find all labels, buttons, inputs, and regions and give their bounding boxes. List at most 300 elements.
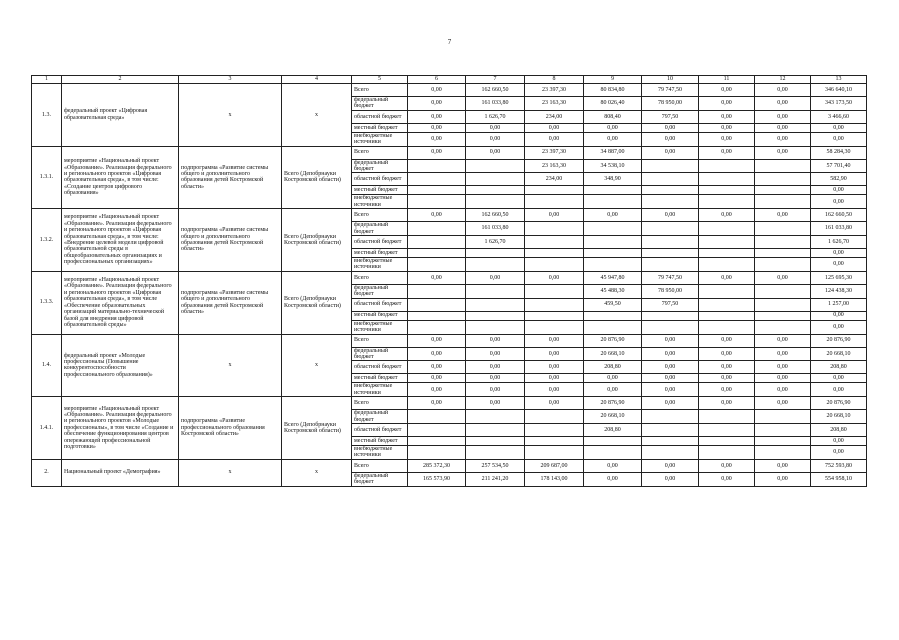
amount-cell (699, 159, 755, 173)
amount-cell (755, 284, 811, 298)
column-header: 12 (755, 76, 811, 84)
subprogram-cell: подпрограмма «Развитие системы общего и дополнительного образования детей Костромской области» (179, 209, 282, 272)
amount-cell: 0,00 (584, 132, 642, 146)
amount-cell (408, 311, 466, 320)
funding-source: Всего (352, 334, 408, 347)
amount-cell: 0,00 (811, 374, 867, 383)
funding-source: федеральный бюджет (352, 347, 408, 361)
amount-cell (525, 284, 584, 298)
amount-cell: 0,00 (408, 97, 466, 111)
subprogram-cell: подпрограмма «Развитие профессионального образования Костромской области» (179, 397, 282, 460)
amount-cell: 162 660,50 (466, 84, 525, 97)
item-description: федеральный проект «Молодые профессионалы (Повышение конкурентоспособности профессионального образования)» (62, 334, 179, 397)
amount-cell: 0,00 (466, 271, 525, 284)
subprogram-cell: х (179, 459, 282, 486)
column-header: 1 (32, 76, 62, 84)
amount-cell (525, 311, 584, 320)
amount-cell: 0,00 (466, 347, 525, 361)
amount-cell: 1 626,70 (811, 236, 867, 249)
funding-source: местный бюджет (352, 186, 408, 195)
amount-cell (525, 320, 584, 334)
amount-cell: 0,00 (642, 347, 699, 361)
amount-cell (466, 436, 525, 445)
table-row (32, 271, 867, 284)
amount-cell (699, 436, 755, 445)
amount-cell: 165 573,90 (408, 472, 466, 486)
amount-cell (584, 186, 642, 195)
amount-cell: 0,00 (525, 347, 584, 361)
amount-cell: 0,00 (642, 459, 699, 472)
amount-cell: 34 887,00 (584, 146, 642, 159)
amount-cell: 23 163,30 (525, 97, 584, 111)
amount-cell: 797,50 (642, 298, 699, 311)
amount-cell: 0,00 (755, 472, 811, 486)
amount-cell: 57 701,40 (811, 159, 867, 173)
amount-cell: 0,00 (408, 271, 466, 284)
amount-cell (584, 236, 642, 249)
header-row (32, 76, 867, 84)
column-header: 9 (584, 76, 642, 84)
amount-cell (466, 173, 525, 186)
column-header: 8 (525, 76, 584, 84)
amount-cell (642, 410, 699, 424)
amount-cell: 797,50 (642, 110, 699, 123)
amount-cell (584, 445, 642, 459)
amount-cell (584, 258, 642, 272)
amount-cell (699, 298, 755, 311)
amount-cell (755, 320, 811, 334)
amount-cell (642, 173, 699, 186)
amount-cell: 0,00 (755, 209, 811, 222)
amount-cell: 0,00 (466, 146, 525, 159)
amount-cell: 0,00 (642, 209, 699, 222)
amount-cell (408, 445, 466, 459)
amount-cell: 0,00 (755, 146, 811, 159)
amount-cell (755, 311, 811, 320)
amount-cell (408, 258, 466, 272)
amount-cell: 0,00 (811, 249, 867, 258)
amount-cell: 0,00 (466, 397, 525, 410)
funding-source: Всего (352, 397, 408, 410)
amount-cell (525, 236, 584, 249)
amount-cell (642, 423, 699, 436)
amount-cell: 162 660,50 (811, 209, 867, 222)
amount-cell (755, 249, 811, 258)
amount-cell: 208,80 (811, 361, 867, 374)
amount-cell (642, 159, 699, 173)
amount-cell: 0,00 (584, 459, 642, 472)
amount-cell: 23 163,30 (525, 159, 584, 173)
amount-cell: 0,00 (408, 334, 466, 347)
funding-source: Всего (352, 146, 408, 159)
amount-cell: 79 747,50 (642, 84, 699, 97)
amount-cell (584, 195, 642, 209)
amount-cell: 0,00 (408, 397, 466, 410)
amount-cell: 0,00 (755, 383, 811, 397)
amount-cell: 0,00 (811, 195, 867, 209)
amount-cell: 0,00 (699, 459, 755, 472)
amount-cell: 348,90 (584, 173, 642, 186)
amount-cell: 0,00 (466, 334, 525, 347)
funding-source: федеральный бюджет (352, 410, 408, 424)
column-header: 2 (62, 76, 179, 84)
amount-cell: 0,00 (525, 383, 584, 397)
amount-cell: 0,00 (811, 258, 867, 272)
amount-cell (642, 320, 699, 334)
amount-cell: 3 466,60 (811, 110, 867, 123)
item-description: мероприятие «Национальный проект «Образование». Реализация федерального и регионального проектов «Молодые профессионалы», в том числе «Создание и обеспечение функционирования центров опережающей профессиональной подготовки» (62, 397, 179, 460)
amount-cell: 0,00 (699, 97, 755, 111)
amount-cell (466, 284, 525, 298)
amount-cell (755, 186, 811, 195)
amount-cell: 0,00 (699, 146, 755, 159)
amount-cell: 0,00 (699, 383, 755, 397)
amount-cell: 20 668,10 (584, 410, 642, 424)
amount-cell: 0,00 (811, 186, 867, 195)
funding-source: местный бюджет (352, 123, 408, 132)
amount-cell (755, 222, 811, 236)
amount-cell (408, 186, 466, 195)
amount-cell: 0,00 (642, 334, 699, 347)
amount-cell: 0,00 (584, 472, 642, 486)
subprogram-cell: х (179, 334, 282, 397)
column-header: 13 (811, 76, 867, 84)
amount-cell (408, 410, 466, 424)
amount-cell: 0,00 (699, 271, 755, 284)
amount-cell: 161 033,80 (466, 222, 525, 236)
item-description: Национальный проект «Демография» (62, 459, 179, 486)
amount-cell: 0,00 (408, 132, 466, 146)
amount-cell: 343 173,50 (811, 97, 867, 111)
amount-cell (408, 195, 466, 209)
item-number: 1.4.1. (32, 397, 62, 460)
amount-cell: 20 668,10 (811, 347, 867, 361)
amount-cell: 0,00 (755, 374, 811, 383)
amount-cell: 45 488,30 (584, 284, 642, 298)
amount-cell: 0,00 (811, 383, 867, 397)
amount-cell: 125 695,30 (811, 271, 867, 284)
amount-cell: 209 687,00 (525, 459, 584, 472)
amount-cell (584, 436, 642, 445)
column-header: 3 (179, 76, 282, 84)
amount-cell (408, 236, 466, 249)
amount-cell (525, 195, 584, 209)
amount-cell: 20 668,10 (584, 347, 642, 361)
amount-cell (699, 258, 755, 272)
funding-source: внебюджетные источники (352, 383, 408, 397)
amount-cell: 0,00 (525, 397, 584, 410)
amount-cell: 0,00 (699, 132, 755, 146)
funding-source: федеральный бюджет (352, 284, 408, 298)
amount-cell: 0,00 (642, 374, 699, 383)
amount-cell (699, 284, 755, 298)
amount-cell: 0,00 (466, 383, 525, 397)
amount-cell: 80 026,40 (584, 97, 642, 111)
funding-source: областной бюджет (352, 173, 408, 186)
amount-cell (699, 445, 755, 459)
amount-cell (755, 159, 811, 173)
amount-cell: 161 033,80 (466, 97, 525, 111)
amount-cell (525, 258, 584, 272)
amount-cell (584, 222, 642, 236)
column-header: 10 (642, 76, 699, 84)
amount-cell (466, 159, 525, 173)
amount-cell (584, 320, 642, 334)
item-number: 1.3.3. (32, 271, 62, 334)
amount-cell (642, 236, 699, 249)
amount-cell (408, 423, 466, 436)
amount-cell (755, 236, 811, 249)
amount-cell: 0,00 (699, 397, 755, 410)
item-number: 1.3.1. (32, 146, 62, 209)
funding-source: федеральный бюджет (352, 472, 408, 486)
item-description: мероприятие «Национальный проект «Образование». Реализация федерального и регионального проектов «Цифровая образовательная среда», в том числе: «Внедрение целевой модели цифровой образовательной среды в общеобразовательных организациях и профессиональных организациях» (62, 209, 179, 272)
amount-cell: 0,00 (408, 361, 466, 374)
amount-cell: 211 241,20 (466, 472, 525, 486)
amount-cell (466, 186, 525, 195)
column-header: 5 (352, 76, 408, 84)
amount-cell: 0,00 (699, 334, 755, 347)
amount-cell: 234,00 (525, 110, 584, 123)
amount-cell (642, 311, 699, 320)
amount-cell: 0,00 (811, 123, 867, 132)
amount-cell (525, 410, 584, 424)
amount-cell: 0,00 (699, 374, 755, 383)
table-row (32, 397, 867, 410)
amount-cell: 0,00 (408, 146, 466, 159)
amount-cell: 346 640,10 (811, 84, 867, 97)
amount-cell (408, 222, 466, 236)
amount-cell (466, 258, 525, 272)
amount-cell: 752 593,80 (811, 459, 867, 472)
amount-cell: 0,00 (755, 123, 811, 132)
page-number: 7 (447, 38, 452, 46)
amount-cell: 582,90 (811, 173, 867, 186)
amount-cell: 208,80 (584, 361, 642, 374)
amount-cell: 0,00 (811, 445, 867, 459)
table-row (32, 84, 867, 97)
amount-cell (642, 258, 699, 272)
executor-cell: х (282, 334, 352, 397)
amount-cell: 234,00 (525, 173, 584, 186)
amount-cell: 124 438,30 (811, 284, 867, 298)
amount-cell: 0,00 (408, 347, 466, 361)
amount-cell: 0,00 (699, 472, 755, 486)
amount-cell: 20 668,10 (811, 410, 867, 424)
funding-source: внебюджетные источники (352, 258, 408, 272)
amount-cell (584, 249, 642, 258)
amount-cell (699, 236, 755, 249)
amount-cell (466, 298, 525, 311)
amount-cell: 1 257,00 (811, 298, 867, 311)
amount-cell (525, 186, 584, 195)
amount-cell: 0,00 (642, 397, 699, 410)
amount-cell: 0,00 (408, 374, 466, 383)
funding-source: федеральный бюджет (352, 222, 408, 236)
amount-cell: 0,00 (755, 84, 811, 97)
table-row (32, 334, 867, 347)
amount-cell (699, 311, 755, 320)
amount-cell (642, 436, 699, 445)
amount-cell: 1 626,70 (466, 236, 525, 249)
executor-cell: Всего (Депобрнауки Костромской области) (282, 271, 352, 334)
amount-cell (755, 258, 811, 272)
amount-cell (699, 186, 755, 195)
funding-source: местный бюджет (352, 374, 408, 383)
item-number: 1.4. (32, 334, 62, 397)
amount-cell (525, 249, 584, 258)
amount-cell (755, 195, 811, 209)
amount-cell: 0,00 (525, 132, 584, 146)
amount-cell: 0,00 (642, 361, 699, 374)
amount-cell (642, 249, 699, 258)
funding-source: областной бюджет (352, 236, 408, 249)
amount-cell: 0,00 (699, 347, 755, 361)
amount-cell: 58 284,30 (811, 146, 867, 159)
amount-cell: 0,00 (525, 374, 584, 383)
amount-cell: 0,00 (755, 347, 811, 361)
amount-cell: 162 660,50 (466, 209, 525, 222)
funding-source: внебюджетные источники (352, 195, 408, 209)
amount-cell: 45 947,80 (584, 271, 642, 284)
amount-cell (525, 298, 584, 311)
item-number: 1.3. (32, 84, 62, 147)
amount-cell: 0,00 (408, 209, 466, 222)
funding-source: федеральный бюджет (352, 159, 408, 173)
amount-cell: 0,00 (525, 361, 584, 374)
amount-cell: 0,00 (642, 383, 699, 397)
item-number: 2. (32, 459, 62, 486)
amount-cell: 208,80 (584, 423, 642, 436)
subprogram-cell: подпрограмма «Развитие системы общего и дополнительного образования детей Костромской области» (179, 271, 282, 334)
item-description: мероприятие «Национальный проект «Образование». Реализация федерального и регионального проектов «Цифровая образовательная среда», в том числе: «Создание центров цифрового образования» (62, 146, 179, 209)
funding-source: внебюджетные источники (352, 320, 408, 334)
column-header: 4 (282, 76, 352, 84)
funding-source: областной бюджет (352, 361, 408, 374)
amount-cell: 0,00 (699, 84, 755, 97)
amount-cell: 0,00 (755, 459, 811, 472)
amount-cell: 0,00 (811, 320, 867, 334)
amount-cell (699, 423, 755, 436)
amount-cell: 80 834,80 (584, 84, 642, 97)
funding-source: Всего (352, 209, 408, 222)
amount-cell (466, 249, 525, 258)
funding-source: местный бюджет (352, 311, 408, 320)
amount-cell: 0,00 (642, 123, 699, 132)
amount-cell (755, 436, 811, 445)
amount-cell (755, 423, 811, 436)
amount-cell (466, 445, 525, 459)
amount-cell: 0,00 (699, 123, 755, 132)
amount-cell: 0,00 (642, 472, 699, 486)
amount-cell (466, 423, 525, 436)
amount-cell: 554 958,10 (811, 472, 867, 486)
amount-cell (408, 284, 466, 298)
amount-cell (755, 298, 811, 311)
amount-cell: 0,00 (525, 123, 584, 132)
funding-source: областной бюджет (352, 110, 408, 123)
amount-cell: 0,00 (466, 374, 525, 383)
amount-cell: 0,00 (755, 397, 811, 410)
amount-cell: 0,00 (466, 132, 525, 146)
amount-cell: 78 950,00 (642, 284, 699, 298)
funding-source: федеральный бюджет (352, 97, 408, 111)
amount-cell: 78 950,00 (642, 97, 699, 111)
executor-cell: Всего (Депобрнауки Костромской области) (282, 397, 352, 460)
funding-source: Всего (352, 459, 408, 472)
funding-source: областной бюджет (352, 423, 408, 436)
amount-cell (699, 249, 755, 258)
funding-source: Всего (352, 271, 408, 284)
amount-cell: 0,00 (466, 123, 525, 132)
amount-cell: 20 876,90 (811, 397, 867, 410)
amount-cell: 0,00 (755, 97, 811, 111)
amount-cell (466, 311, 525, 320)
amount-cell (699, 173, 755, 186)
amount-cell (408, 173, 466, 186)
amount-cell (466, 320, 525, 334)
amount-cell (755, 410, 811, 424)
amount-cell: 0,00 (811, 311, 867, 320)
amount-cell: 459,50 (584, 298, 642, 311)
amount-cell (699, 320, 755, 334)
amount-cell (584, 311, 642, 320)
amount-cell: 0,00 (699, 110, 755, 123)
amount-cell: 0,00 (584, 209, 642, 222)
amount-cell: 0,00 (811, 132, 867, 146)
amount-cell (408, 249, 466, 258)
amount-cell (466, 195, 525, 209)
item-number: 1.3.2. (32, 209, 62, 272)
amount-cell: 161 033,80 (811, 222, 867, 236)
amount-cell: 0,00 (755, 271, 811, 284)
amount-cell: 0,00 (699, 209, 755, 222)
item-description: мероприятие «Национальный проект «Образование». Реализация федерального и регионального проектов «Цифровая образовательная среда», в том числе «Обеспечение образовательных организаций материально-технической базой для внедрения цифровой образовательной среды» (62, 271, 179, 334)
item-description: федеральный проект «Цифровая образовательная среда» (62, 84, 179, 147)
amount-cell: 0,00 (525, 271, 584, 284)
amount-cell (642, 445, 699, 459)
amount-cell: 0,00 (525, 334, 584, 347)
amount-cell: 0,00 (466, 361, 525, 374)
executor-cell: х (282, 84, 352, 147)
executor-cell: Всего (Депобрнауки Костромской области) (282, 209, 352, 272)
amount-cell (642, 222, 699, 236)
column-header: 11 (699, 76, 755, 84)
funding-source: местный бюджет (352, 436, 408, 445)
amount-cell: 0,00 (699, 361, 755, 374)
amount-cell: 0,00 (408, 123, 466, 132)
amount-cell (525, 436, 584, 445)
amount-cell (699, 222, 755, 236)
table-row (32, 209, 867, 222)
funding-source: внебюджетные источники (352, 132, 408, 146)
amount-cell: 0,00 (584, 374, 642, 383)
column-header: 6 (408, 76, 466, 84)
amount-cell (699, 195, 755, 209)
amount-cell: 0,00 (408, 383, 466, 397)
amount-cell: 0,00 (408, 84, 466, 97)
table-row (32, 146, 867, 159)
amount-cell: 0,00 (811, 436, 867, 445)
amount-cell: 0,00 (755, 132, 811, 146)
amount-cell (466, 410, 525, 424)
amount-cell (642, 195, 699, 209)
amount-cell: 23 397,30 (525, 146, 584, 159)
amount-cell: 0,00 (525, 209, 584, 222)
amount-cell: 23 397,30 (525, 84, 584, 97)
amount-cell: 20 876,90 (811, 334, 867, 347)
subprogram-cell: подпрограмма «Развитие системы общего и дополнительного образования детей Костромской области» (179, 146, 282, 209)
